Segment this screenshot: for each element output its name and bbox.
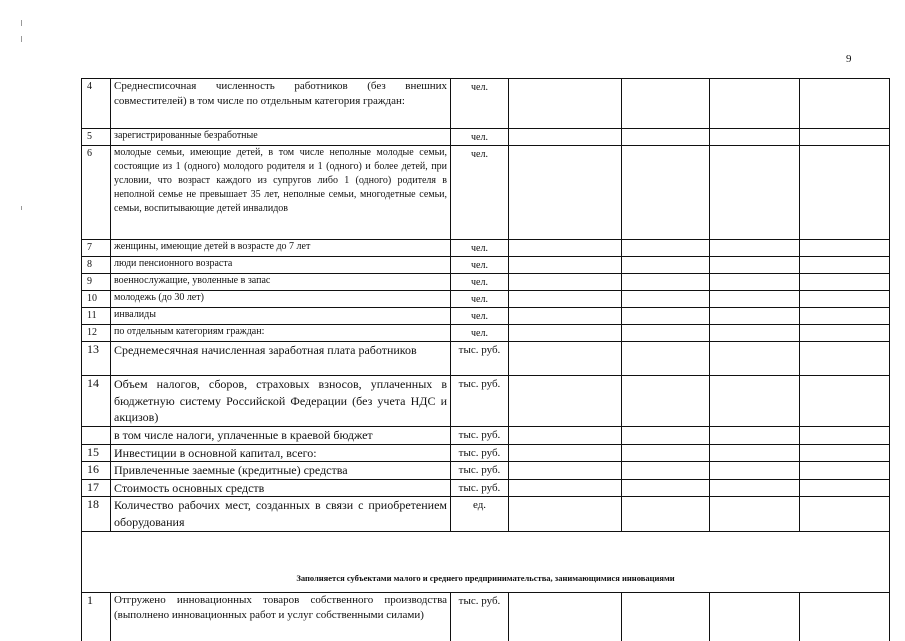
value-cell bbox=[800, 308, 890, 325]
value-cell bbox=[800, 342, 890, 376]
row-number: 9 bbox=[82, 274, 111, 291]
table-row bbox=[82, 274, 890, 291]
row-number: 16 bbox=[82, 462, 111, 480]
row-number: 6 bbox=[82, 146, 111, 240]
section-title: Заполняется субъектами малого и среднего предпринимательства, занимающимися инновациями bbox=[82, 532, 890, 593]
row-description: молодые семьи, имеющие детей, в том числе неполные молодые семьи, состоящие из 1 (одного) молодого родителя и 1 (одного) и более детей, при условии, что возраст каждого из супругов либо 1 (одного) родителя в неполной семье не превышает 35 лет, неполные семьи, многодетные семьи, семьи, воспитывающие детей инвалидов bbox=[111, 146, 451, 240]
table-row bbox=[82, 593, 890, 641]
row-description: молодежь (до 30 лет) bbox=[111, 291, 451, 308]
row-unit: чел. bbox=[451, 325, 509, 342]
value-cell bbox=[509, 79, 622, 129]
value-cell bbox=[710, 342, 800, 376]
value-cell bbox=[509, 308, 622, 325]
value-cell bbox=[800, 497, 890, 532]
row-number: 13 bbox=[82, 342, 111, 376]
table-row bbox=[82, 427, 890, 445]
table-row bbox=[82, 342, 890, 376]
value-cell bbox=[622, 274, 710, 291]
table-row bbox=[82, 376, 890, 427]
value-cell bbox=[710, 462, 800, 480]
value-cell bbox=[509, 274, 622, 291]
value-cell bbox=[710, 274, 800, 291]
row-description: зарегистрированные безработные bbox=[111, 129, 451, 146]
table-row bbox=[82, 462, 890, 480]
table-row bbox=[82, 325, 890, 342]
value-cell bbox=[710, 497, 800, 532]
row-description: по отдельным категориям граждан: bbox=[111, 325, 451, 342]
value-cell bbox=[710, 444, 800, 462]
value-cell bbox=[509, 427, 622, 445]
value-cell bbox=[622, 444, 710, 462]
value-cell bbox=[622, 497, 710, 532]
value-cell bbox=[509, 462, 622, 480]
row-description: Среднесписочная численность работников (без внешних совместителей) в том числе по отдельным категория граждан: bbox=[111, 79, 451, 129]
row-unit: тыс. руб. bbox=[451, 376, 509, 427]
value-cell bbox=[622, 257, 710, 274]
row-unit: ед. bbox=[451, 497, 509, 532]
value-cell bbox=[622, 427, 710, 445]
value-cell bbox=[509, 240, 622, 257]
value-cell bbox=[622, 129, 710, 146]
row-description: военнослужащие, уволенные в запас bbox=[111, 274, 451, 291]
margin-mark bbox=[21, 36, 22, 42]
table-row bbox=[82, 308, 890, 325]
row-description: Привлеченные заемные (кредитные) средства bbox=[111, 462, 451, 480]
row-number: 14 bbox=[82, 376, 111, 427]
row-unit: чел. bbox=[451, 291, 509, 308]
value-cell bbox=[710, 129, 800, 146]
value-cell bbox=[710, 146, 800, 240]
row-unit: чел. bbox=[451, 146, 509, 240]
section-header-row bbox=[82, 532, 890, 593]
value-cell bbox=[622, 79, 710, 129]
row-description: Отгружено инновационных товаров собственного производства (выполнено инновационных работ и услуг собственными силами) bbox=[111, 593, 451, 641]
indicators-body bbox=[82, 79, 890, 641]
row-number: 11 bbox=[82, 308, 111, 325]
row-description: в том числе налоги, уплаченные в краевой бюджет bbox=[111, 427, 451, 445]
value-cell bbox=[622, 462, 710, 480]
value-cell bbox=[509, 479, 622, 497]
value-cell bbox=[622, 342, 710, 376]
row-description: Объем налогов, сборов, страховых взносов, уплаченных в бюджетную систему Российской Федерации (без учета НДС и акцизов) bbox=[111, 376, 451, 427]
value-cell bbox=[710, 325, 800, 342]
value-cell bbox=[710, 79, 800, 129]
margin-mark bbox=[21, 206, 22, 210]
value-cell bbox=[622, 593, 710, 641]
row-number: 12 bbox=[82, 325, 111, 342]
value-cell bbox=[509, 325, 622, 342]
value-cell bbox=[509, 497, 622, 532]
value-cell bbox=[622, 479, 710, 497]
value-cell bbox=[710, 240, 800, 257]
value-cell bbox=[710, 291, 800, 308]
table-row bbox=[82, 497, 890, 532]
table-row bbox=[82, 257, 890, 274]
page-number: 9 bbox=[846, 53, 852, 65]
value-cell bbox=[509, 291, 622, 308]
row-number: 8 bbox=[82, 257, 111, 274]
row-description: люди пенсионного возраста bbox=[111, 257, 451, 274]
row-unit: чел. bbox=[451, 240, 509, 257]
indicators-table bbox=[81, 78, 890, 641]
value-cell bbox=[710, 257, 800, 274]
row-number: 1 bbox=[82, 593, 111, 641]
value-cell bbox=[509, 444, 622, 462]
value-cell bbox=[800, 444, 890, 462]
row-unit: чел. bbox=[451, 274, 509, 291]
row-number: 4 bbox=[82, 79, 111, 129]
value-cell bbox=[800, 291, 890, 308]
row-description: инвалиды bbox=[111, 308, 451, 325]
value-cell bbox=[509, 376, 622, 427]
row-unit: тыс. руб. bbox=[451, 444, 509, 462]
row-number bbox=[82, 427, 111, 445]
row-unit: чел. bbox=[451, 308, 509, 325]
value-cell bbox=[800, 427, 890, 445]
row-unit: тыс. руб. bbox=[451, 342, 509, 376]
row-number: 10 bbox=[82, 291, 111, 308]
value-cell bbox=[800, 79, 890, 129]
value-cell bbox=[509, 593, 622, 641]
table-row bbox=[82, 129, 890, 146]
value-cell bbox=[800, 129, 890, 146]
value-cell bbox=[800, 325, 890, 342]
value-cell bbox=[800, 146, 890, 240]
row-unit: чел. bbox=[451, 79, 509, 129]
row-number: 15 bbox=[82, 444, 111, 462]
value-cell bbox=[710, 376, 800, 427]
value-cell bbox=[800, 593, 890, 641]
row-description: женщины, имеющие детей в возрасте до 7 лет bbox=[111, 240, 451, 257]
value-cell bbox=[710, 308, 800, 325]
value-cell bbox=[800, 257, 890, 274]
row-number: 7 bbox=[82, 240, 111, 257]
row-description: Инвестиции в основной капитал, всего: bbox=[111, 444, 451, 462]
value-cell bbox=[622, 240, 710, 257]
row-description: Среднемесячная начисленная заработная плата работников bbox=[111, 342, 451, 376]
value-cell bbox=[509, 146, 622, 240]
table-row bbox=[82, 146, 890, 240]
row-description: Количество рабочих мест, созданных в связи с приобретением оборудования bbox=[111, 497, 451, 532]
row-unit: тыс. руб. bbox=[451, 427, 509, 445]
table-row bbox=[82, 479, 890, 497]
row-number: 18 bbox=[82, 497, 111, 532]
table-row bbox=[82, 291, 890, 308]
value-cell bbox=[622, 376, 710, 427]
value-cell bbox=[800, 462, 890, 480]
value-cell bbox=[800, 274, 890, 291]
value-cell bbox=[710, 479, 800, 497]
margin-mark bbox=[21, 20, 22, 26]
value-cell bbox=[622, 325, 710, 342]
row-unit: чел. bbox=[451, 129, 509, 146]
value-cell bbox=[710, 593, 800, 641]
value-cell bbox=[622, 291, 710, 308]
value-cell bbox=[509, 129, 622, 146]
row-unit: тыс. руб. bbox=[451, 479, 509, 497]
row-unit: тыс. руб. bbox=[451, 593, 509, 641]
value-cell bbox=[509, 257, 622, 274]
table-row bbox=[82, 79, 890, 129]
table-row bbox=[82, 444, 890, 462]
value-cell bbox=[509, 342, 622, 376]
value-cell bbox=[622, 146, 710, 240]
value-cell bbox=[710, 427, 800, 445]
row-number: 17 bbox=[82, 479, 111, 497]
table-row bbox=[82, 240, 890, 257]
value-cell bbox=[800, 376, 890, 427]
row-number: 5 bbox=[82, 129, 111, 146]
value-cell bbox=[800, 240, 890, 257]
value-cell bbox=[622, 308, 710, 325]
row-unit: чел. bbox=[451, 257, 509, 274]
row-unit: тыс. руб. bbox=[451, 462, 509, 480]
value-cell bbox=[800, 479, 890, 497]
row-description: Стоимость основных средств bbox=[111, 479, 451, 497]
